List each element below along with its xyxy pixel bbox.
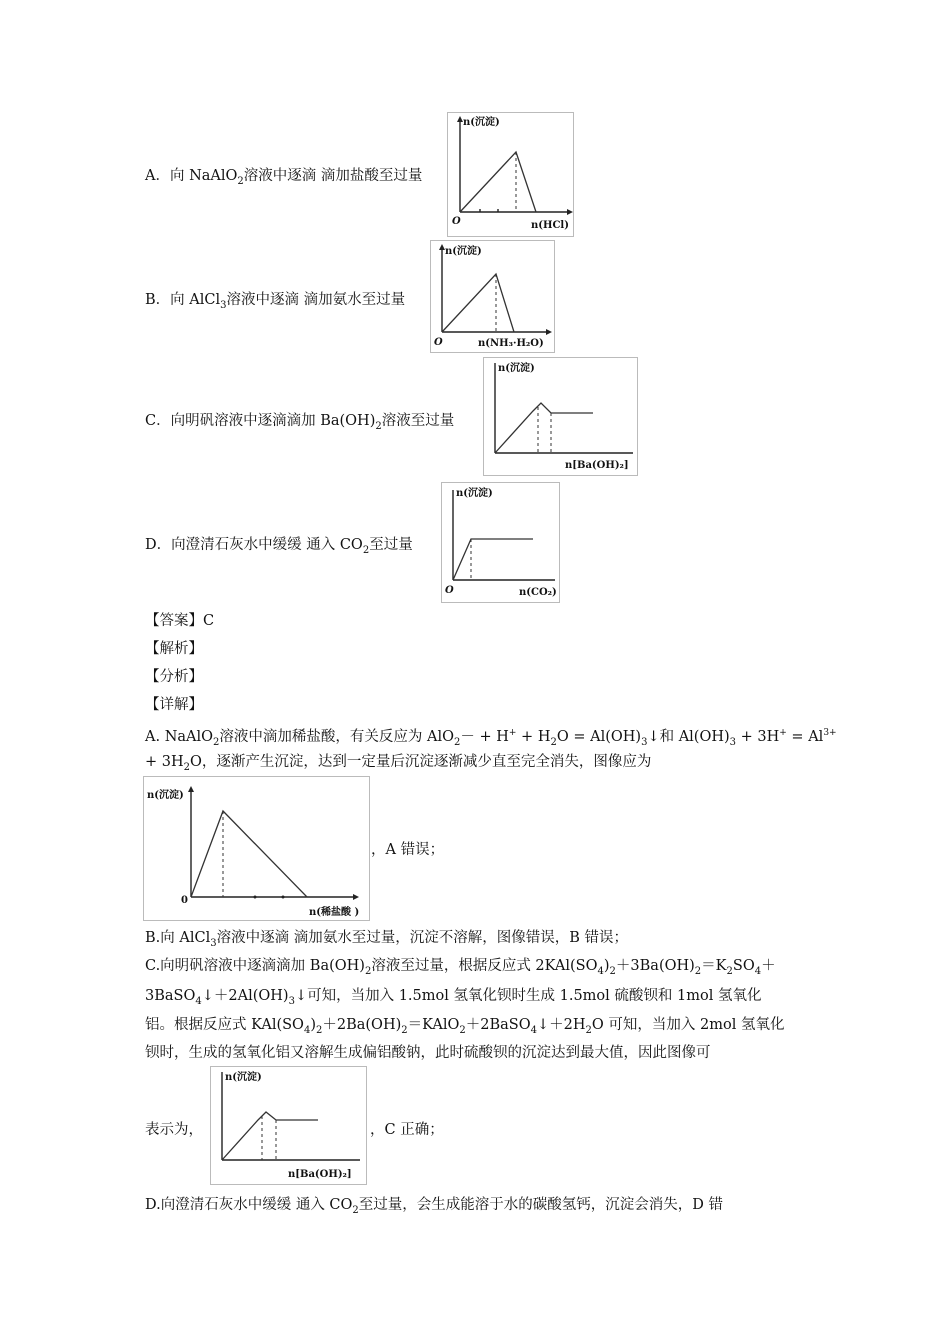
explain-a-line2: + $3H_2O$，逐渐产生沉淀，达到一定量后沉淀逐渐减少直至完全消失，图像应为 — [145, 754, 652, 773]
option-c-graph — [483, 357, 639, 477]
option-a-origin: O — [452, 216, 461, 227]
option-d-text: D．向澄清石灰水中缓缓 通入 $CO_2$至过量 — [145, 537, 413, 556]
analysis-label: 【解析】 — [145, 641, 203, 657]
detail-label: 【详解】 — [145, 697, 203, 713]
explain-c-graph — [210, 1066, 368, 1186]
option-d-graph — [441, 482, 561, 604]
explain-c-conclusion: ，C 正确； — [370, 1122, 444, 1138]
option-b-xlabel: n(NH₃·H₂O) — [478, 338, 544, 349]
explain-c-ylabel: n(沉淀) — [225, 1072, 262, 1083]
explain-a-ylabel: n(沉淀) — [147, 790, 184, 801]
analysis2-label: 【分析】 — [145, 669, 203, 685]
answer-label: 【答案】C — [145, 613, 215, 629]
option-b-origin: O — [434, 337, 443, 348]
explain-a-xlabel: n(稀盐酸 ) — [309, 907, 360, 918]
option-c-text: C．向明矾溶液中逐滴滴加 $Ba(OH)_2$溶液至过量 — [145, 413, 455, 432]
explain-c-line1: C.向明矾溶液中逐滴滴加 $Ba(OH)_2$溶液至过量，根据反应式 $2KAl(SO_4)_2+3Ba(OH)_2=K_2SO_4+$ — [145, 958, 776, 977]
explain-d: D.向澄清石灰水中缓缓 通入 $CO_2$至过量，会生成能溶于水的碳酸氢钙，沉淀会消失，D 错 — [145, 1197, 724, 1216]
explain-c-line3: 铝。根据反应式 $KAl(SO_4)_2+2Ba(OH)_2=KAlO_2+2BaSO_4↓+2H_2O$ 可知，当加入 2mol 氢氧化 — [145, 1017, 785, 1036]
option-d-xlabel: n(CO₂) — [519, 587, 557, 598]
option-d-origin: O — [445, 585, 454, 596]
explain-a-origin: 0 — [181, 895, 188, 906]
option-b-graph — [430, 240, 556, 354]
option-a-ylabel: n(沉淀) — [463, 117, 500, 128]
explain-c-xlabel: n[Ba(OH)₂] — [288, 1169, 352, 1180]
option-d-ylabel: n(沉淀) — [456, 488, 493, 499]
explain-a-graph — [143, 776, 371, 922]
option-c-ylabel: n(沉淀) — [498, 363, 535, 374]
explain-a-conclusion: ，A 错误； — [371, 842, 445, 858]
explain-a-line1: A. NaAlO$_2$溶液中滴加稀盐酸，有关反应为 $AlO_2- + H^+ + H_2O$ = $Al(OH)_3↓$和 $Al(OH)_3 + 3H^+ = Al^{3+}$ — [145, 728, 837, 748]
explain-c-line4: 钡时，生成的氢氧化铝又溶解生成偏铝酸钠，此时硫酸钡的沉淀达到最大值，因此图像可 — [145, 1045, 711, 1061]
option-a-xlabel: n(HCl) — [531, 220, 569, 231]
explain-b: B.向 AlCl$_3$溶液中逐滴 滴加氨水至过量，沉淀不溶解，图像错误，B 错误； — [145, 930, 628, 949]
explain-c-before: 表示为， — [145, 1122, 203, 1138]
option-b-text: B．向 AlCl$_3$溶液中逐滴 滴加氨水至过量 — [145, 292, 406, 311]
option-a-graph — [447, 112, 575, 238]
option-a-text: A．向 NaAlO$_2$溶液中逐滴 滴加盐酸至过量 — [145, 168, 423, 187]
option-b-ylabel: n(沉淀) — [445, 246, 482, 257]
option-c-xlabel: n[Ba(OH)₂] — [565, 460, 629, 471]
explain-c-line2: $3BaSO_4↓+2Al(OH)_3↓$可知，当加入 1.5mol 氢氧化钡时生成 1.5mol 硫酸钡和 1mol 氢氧化 — [145, 988, 762, 1007]
